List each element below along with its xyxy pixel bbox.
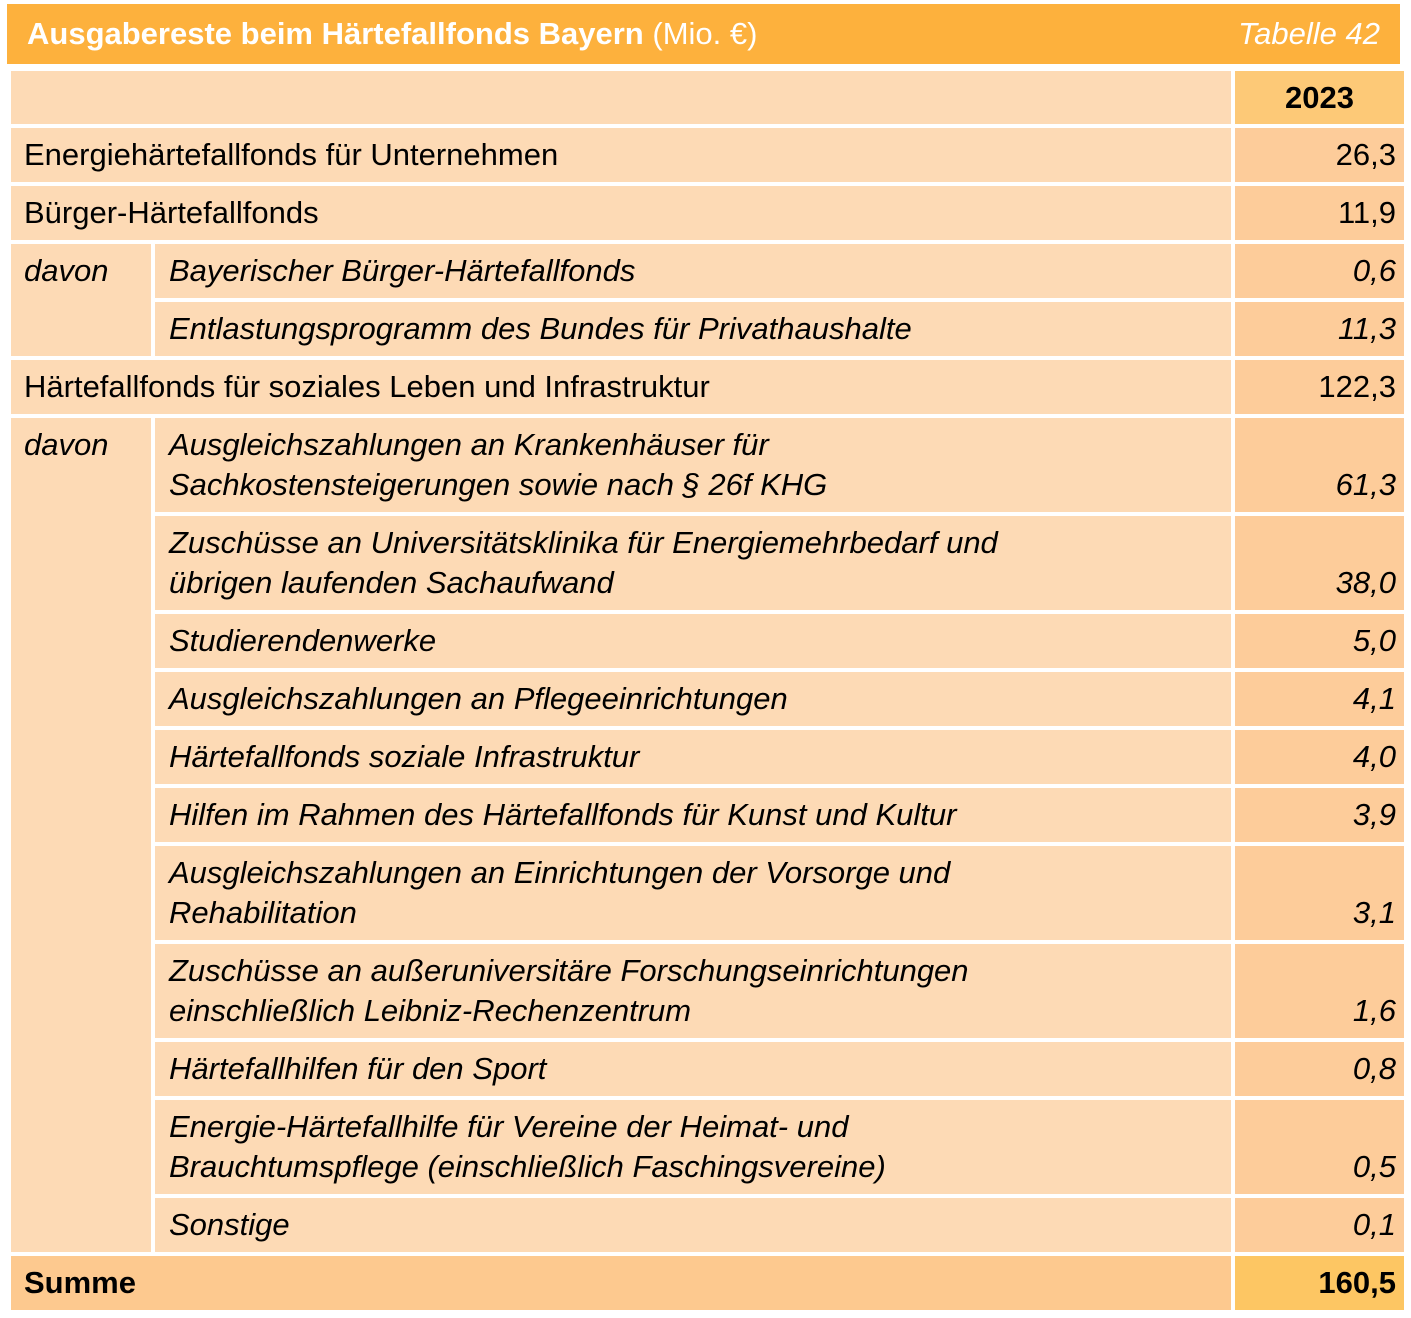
davon-label: davon [11,244,151,356]
row-label: Härtefallfonds soziale Infrastruktur [155,730,1231,784]
row-label: Bayerischer Bürger-Härtefallfonds [155,244,1231,298]
row-label: Härtefallfonds für soziales Leben und Infrastruktur [11,360,1231,414]
table-row [11,360,1404,414]
expenditure-table [7,67,1408,1314]
sum-value: 160,5 [1235,1256,1404,1310]
row-value: 0,6 [1235,244,1404,298]
row-label: Hilfen im Rahmen des Härtefallfonds für Kunst und Kultur [155,788,1231,842]
row-label-line: Brauchtumspflege (einschließlich Faschingsvereine) [169,1149,886,1184]
table-row [11,186,1404,240]
row-label-line: übrigen laufenden Sachaufwand [169,565,614,600]
row-label: Studierendenwerke [155,614,1231,668]
row-label [155,846,1231,940]
header-empty-cell [11,71,1231,124]
table-row [11,302,1404,356]
header-row [11,71,1404,124]
row-label-line: Rehabilitation [169,895,357,930]
row-value: 3,9 [1235,788,1404,842]
row-label: Ausgleichszahlungen an Pflegeeinrichtungen [155,672,1231,726]
row-label: Härtefallhilfen für den Sport [155,1042,1231,1096]
table-title-bar [7,4,1400,64]
table-row [11,1100,1404,1194]
row-label [155,1100,1231,1194]
row-label: Bürger-Härtefallfonds [11,186,1231,240]
sum-label: Summe [11,1256,1231,1310]
row-label [155,418,1231,512]
row-value: 1,6 [1235,944,1404,1038]
row-value: 5,0 [1235,614,1404,668]
row-label-line: Energie-Härtefallhilfe für Vereine der Heimat- und [169,1109,849,1144]
davon-label: davon [11,418,151,1252]
row-value: 4,0 [1235,730,1404,784]
sum-row [11,1256,1404,1310]
row-value: 0,1 [1235,1198,1404,1252]
table-row [11,516,1404,610]
table-row [11,244,1404,298]
row-value: 0,8 [1235,1042,1404,1096]
row-label-line: Zuschüsse an Universitätsklinika für Energiemehrbedarf und [169,525,998,560]
row-value: 11,3 [1235,302,1404,356]
table-row [11,672,1404,726]
table-row [11,128,1404,182]
row-label [155,516,1231,610]
table-title [27,16,757,52]
header-year: 2023 [1235,71,1404,124]
row-label-line: Ausgleichszahlungen an Einrichtungen der Vorsorge und [169,855,951,890]
row-value: 122,3 [1235,360,1404,414]
table-row [11,846,1404,940]
row-value: 38,0 [1235,516,1404,610]
table-row [11,1042,1404,1096]
table-number: Tabelle 42 [1238,16,1380,51]
row-value: 26,3 [1235,128,1404,182]
row-value: 4,1 [1235,672,1404,726]
table-row [11,730,1404,784]
row-label: Entlastungsprogramm des Bundes für Privathaushalte [155,302,1231,356]
row-label-line: Sachkostensteigerungen sowie nach § 26f KHG [169,467,828,502]
row-label: Energiehärtefallfonds für Unternehmen [11,128,1231,182]
row-value: 11,9 [1235,186,1404,240]
table-row [11,944,1404,1038]
table-row [11,1198,1404,1252]
row-value: 0,5 [1235,1100,1404,1194]
row-value: 3,1 [1235,846,1404,940]
title-main: Ausgabereste beim Härtefallfonds Bayern [27,16,644,51]
row-label: Sonstige [155,1198,1231,1252]
row-label-line: Ausgleichszahlungen an Krankenhäuser für [169,427,769,462]
row-value: 61,3 [1235,418,1404,512]
table-row [11,418,1404,512]
title-unit: (Mio. €) [652,16,758,51]
row-label-line: Zuschüsse an außeruniversitäre Forschungseinrichtungen [169,953,969,988]
table-row [11,788,1404,842]
table-row [11,614,1404,668]
row-label [155,944,1231,1038]
row-label-line: einschließlich Leibniz-Rechenzentrum [169,993,692,1028]
